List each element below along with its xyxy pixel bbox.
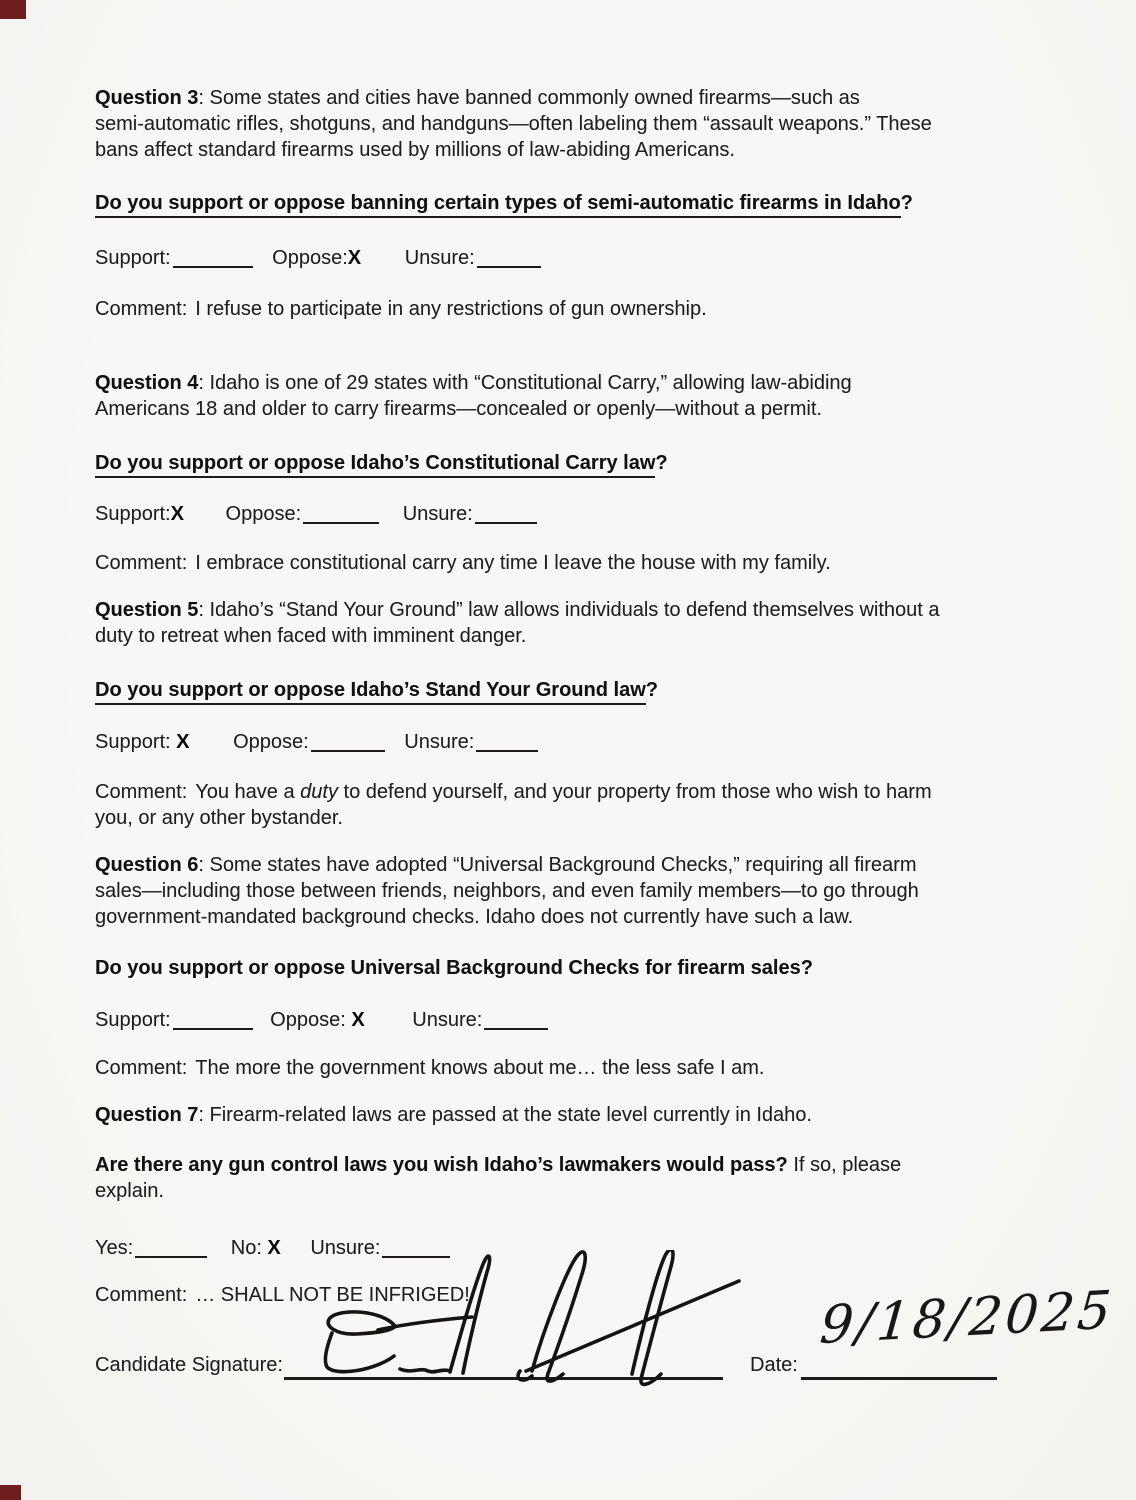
question-3-label: Question 3 <box>95 87 199 109</box>
unsure-option: Unsure: <box>403 501 537 527</box>
question-5-answer-row <box>95 729 1035 755</box>
unsure-option: Unsure: <box>412 1007 548 1033</box>
blank-line <box>475 508 537 524</box>
oppose-option: Oppose:X <box>272 247 362 269</box>
question-3-answer-row <box>95 245 1035 271</box>
blank-line <box>311 736 385 752</box>
question-3-intro: Question 3: Some states and cities have banned commonly owned firearms—such as semi-automatic rifles, shotguns, and handguns—often labeling them “assault weapons.” These bans affect standard firearms used by millions of law-abiding Americans. <box>95 87 932 161</box>
question-6-label: Question 6 <box>95 854 199 876</box>
question-5-label: Question 5 <box>95 599 199 621</box>
blank-line <box>477 252 541 268</box>
comment-label: Comment: <box>95 1057 188 1079</box>
question-4-answer-row <box>95 501 1035 527</box>
question-6-answer-row <box>95 1007 1035 1033</box>
question-6-prompt: Do you support or oppose Universal Background Checks for firearm sales? <box>95 957 813 979</box>
support-option: Support: <box>95 1007 253 1033</box>
support-option: Support: <box>95 245 253 271</box>
comment-label: Comment: <box>95 781 188 803</box>
oppose-option: Oppose: <box>233 729 385 755</box>
question-5-intro: Question 5: Idaho’s “Stand Your Ground” law allows individuals to defend themselves without a duty to retreat when faced with imminent danger. <box>95 599 940 647</box>
scan-artifact-bottom-left <box>0 1485 21 1500</box>
yes-option: Yes: <box>95 1235 207 1261</box>
x-mark: X <box>170 731 190 753</box>
question-5-prompt: Do you support or oppose Idaho’s Stand Your Ground law? <box>95 677 1035 703</box>
candidate-signature-label: Candidate Signature: <box>95 1354 283 1376</box>
x-mark: X <box>170 503 184 525</box>
x-mark: X <box>347 247 362 269</box>
signature-scrawl <box>280 1250 745 1400</box>
oppose-option: Oppose: X <box>270 1009 365 1031</box>
question-4-comment: Comment: I embrace constitutional carry any time I leave the house with my family. <box>95 552 831 574</box>
question-7-prompt: Are there any gun control laws you wish Idaho’s lawmakers would pass? If so, please explain. <box>95 1154 902 1202</box>
no-option: No: X <box>230 1237 281 1259</box>
unsure-option: Unsure: <box>404 729 538 755</box>
blank-line <box>173 1014 253 1030</box>
blank-line <box>173 252 253 268</box>
question-6-intro: Question 6: Some states have adopted “Universal Background Checks,” requiring all firearm sales—including those between friends, neighbors, and even family members—to go through government-mandated background checks. Idaho does not currently have such a law. <box>95 854 919 928</box>
unsure-option: Unsure: <box>310 1235 450 1261</box>
comment-label: Comment: <box>95 298 188 320</box>
question-7-intro: Question 7: Firearm-related laws are passed at the state level currently in Idaho. <box>95 1104 812 1126</box>
support-option: Support: X <box>95 731 190 753</box>
blank-line <box>135 1242 207 1258</box>
comment-label: Comment: <box>95 552 188 574</box>
blank-line <box>484 1014 548 1030</box>
x-mark: X <box>345 1009 365 1031</box>
date-label: Date: <box>750 1354 798 1376</box>
blank-line <box>303 508 379 524</box>
support-option: Support:X <box>95 503 184 525</box>
question-6-comment: Comment: The more the government knows about me… the less safe I am. <box>95 1057 765 1079</box>
comment-label: Comment: <box>95 1284 188 1306</box>
question-7-label: Question 7 <box>95 1104 199 1126</box>
handwritten-date: 9/18/2025 <box>817 1280 1117 1357</box>
date-line <box>801 1377 997 1380</box>
oppose-option: Oppose: <box>226 501 380 527</box>
question-3-comment: Comment: I refuse to participate in any restrictions of gun ownership. <box>95 298 707 320</box>
x-mark: X <box>261 1237 281 1259</box>
question-3-prompt: Do you support or oppose banning certain types of semi-automatic firearms in Idaho? <box>95 190 1035 216</box>
question-7-comment: Comment: … SHALL NOT BE INFRIGED! <box>95 1284 470 1306</box>
question-5-comment: Comment: You have a duty to defend yourself, and your property from those who wish to harm you, or any other bystander. <box>95 781 932 829</box>
blank-line <box>476 736 538 752</box>
scan-artifact-top-left <box>0 0 26 19</box>
question-4-label: Question 4 <box>95 372 199 394</box>
question-4-intro: Question 4: Idaho is one of 29 states with “Constitutional Carry,” allowing law-abiding Americans 18 and older to carry firearms—concealed or openly—without a permit. <box>95 372 852 420</box>
unsure-option: Unsure: <box>405 245 541 271</box>
question-4-prompt: Do you support or oppose Idaho’s Constitutional Carry law? <box>95 450 1035 476</box>
